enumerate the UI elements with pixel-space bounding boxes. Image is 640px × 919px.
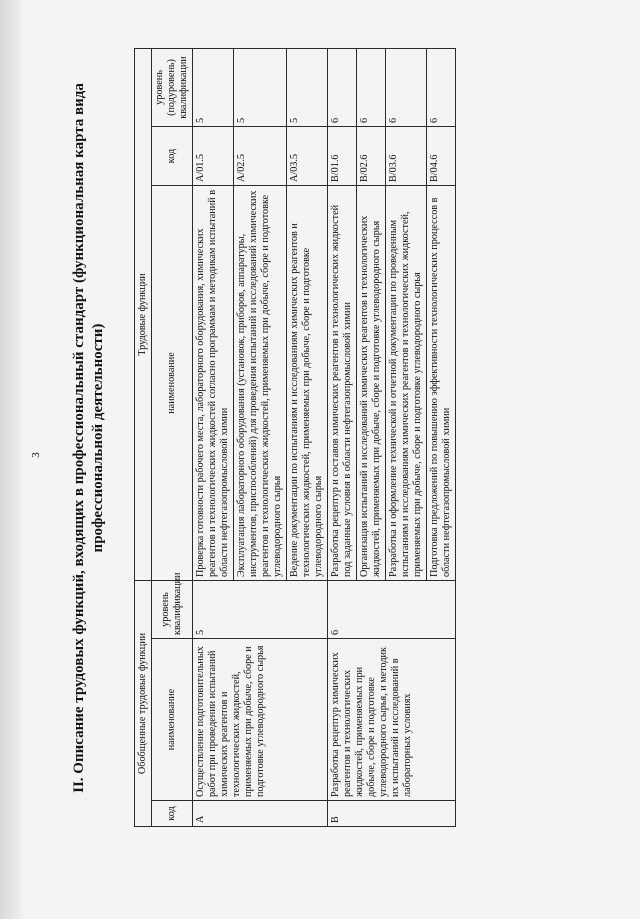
section-heading-line-2: профессиональной деятельности) xyxy=(90,323,106,553)
table-group-header-row xyxy=(135,48,152,826)
gf-name-cell: Разработка рецептур химических реагентов и технологических жидкостей, применяемых при добыче, сборе и подготовке углеводородного сырья, и методик их испытаний и исследований в лабораторных условиях xyxy=(328,639,456,801)
tf-code-cell: B/04.6 xyxy=(427,126,456,185)
column-header-tf-name: наименование xyxy=(152,185,193,580)
tf-code-cell: B/02.6 xyxy=(357,126,386,185)
page-number: 3 xyxy=(30,452,42,458)
tf-level-cell: 5 xyxy=(234,48,287,126)
gf-code-cell: А xyxy=(193,801,328,827)
tf-code-cell: B/01.6 xyxy=(328,126,357,185)
section-heading xyxy=(70,49,130,827)
column-header-sublevel: уровень (подуровень) квалификации xyxy=(152,48,193,126)
tf-code-cell: B/03.6 xyxy=(386,126,427,185)
table-column-header-row xyxy=(152,48,193,826)
tf-name-cell: Подготовка предложений по повышению эффективности технологических процессов в области нефтегазопромысловой химии xyxy=(427,185,456,580)
column-header-code: код xyxy=(152,801,193,827)
tf-code-cell: A/01.5 xyxy=(193,126,234,185)
tf-level-cell: 6 xyxy=(357,48,386,126)
gf-level-cell: 5 xyxy=(193,580,328,638)
tf-name-cell: Разработка рецептур и составов химических реагентов и технологических жидкостей под заданные условия в области нефтегазопромысловой химии xyxy=(328,185,357,580)
tf-level-cell: 6 xyxy=(386,48,427,126)
tf-name-cell: Проверка готовности рабочего места, лабораторного оборудования, химических реагентов и технологических жидкостей согласно программам и методикам испытаний в области нефтегазопромысловой химии xyxy=(193,185,234,580)
generalized-functions-header: Обобщенные трудовые функции xyxy=(135,580,152,826)
gf-code-cell: В xyxy=(328,801,456,827)
column-header-tf-code: код xyxy=(152,126,193,185)
column-header-level: уровень квалификации xyxy=(152,580,193,638)
tf-name-cell: Ведение документации по испытаниям и исследованиям химических реагентов и технологических жидкостей, применяемых при добыче, сборе и подготовке углеводородного сырья xyxy=(287,185,328,580)
tf-level-cell: 5 xyxy=(193,48,234,126)
tf-name-cell: Разработка и оформление технической и отчетной документации по проведенным испытаниям и исследованиям химических реагентов и технологических жидкостей, применяемых при добыче, сборе и подготовке углеводородного сырья xyxy=(386,185,427,580)
functional-map-table xyxy=(134,48,456,827)
tf-name-cell: Эксплуатация лабораторного оборудования (установок, приборов, аппаратуры, инструментов, приспособлений) для проведения испытаний и исследований химических реагентов и технологических жидкостей, применяемых при добыче, сборе и подготовке углеводородного сырья xyxy=(234,185,287,580)
tf-name-cell: Организация испытаний и исследований химических реагентов и технологических жидкостей, применяемых при добыче, сборе и подготовке углеводородного сырья xyxy=(357,185,386,580)
section-heading-line-1: II. Описание трудовых функций, входящих в профессиональный стандарт (функциональная карта вида xyxy=(71,83,87,793)
scan-shadow xyxy=(0,0,22,919)
gf-name-cell: Осуществление подготовительных работ при проведении испытаний химических реагентов и технологических жидкостей, применяемых при добыче, сборе и подготовке углеводородного сырья xyxy=(193,639,328,801)
tf-code-cell: A/03.5 xyxy=(287,126,328,185)
rotated-sheet xyxy=(70,49,554,827)
table-row xyxy=(328,48,357,826)
table-row xyxy=(193,48,234,826)
tf-code-cell: A/02.5 xyxy=(234,126,287,185)
gf-level-cell: 6 xyxy=(328,580,456,638)
tf-level-cell: 5 xyxy=(287,48,328,126)
tf-level-cell: 6 xyxy=(427,48,456,126)
tf-level-cell: 6 xyxy=(328,48,357,126)
column-header-name: наименование xyxy=(152,639,193,801)
labor-functions-header: Трудовые функции xyxy=(135,48,152,580)
